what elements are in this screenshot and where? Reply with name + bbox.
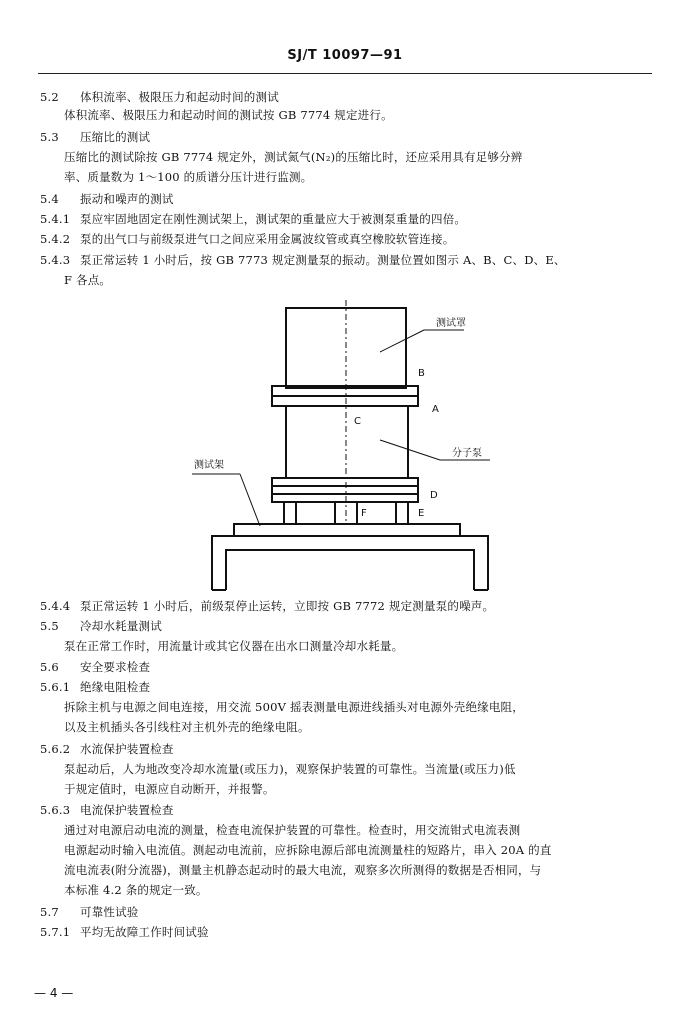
label-test-stand: 测试架 (194, 460, 224, 471)
paragraph-line (64, 698, 652, 716)
point-f: F (361, 508, 367, 519)
page-number: — 4 — (34, 986, 74, 1000)
section-heading (40, 88, 652, 106)
section-title: 电流保护装置检查 (80, 803, 174, 817)
paragraph-line (64, 841, 652, 859)
section-title: 振动和噪声的测试 (80, 192, 174, 206)
section-heading (40, 251, 652, 269)
section-number: 5.3 (40, 130, 59, 144)
section-title: 绝缘电阻检查 (80, 680, 151, 694)
section-title: 压缩比的测试 (80, 130, 151, 144)
section-number: 5.4 (40, 192, 59, 206)
section-title: 安全要求检查 (80, 660, 151, 674)
paragraph-line (64, 861, 652, 879)
line-text: F 各点。 (64, 273, 112, 287)
line-text: 于规定值时，电源应自动断开，并报警。 (64, 782, 275, 796)
point-a: A (432, 404, 439, 415)
standard-number: SJ/T 10097—91 (287, 48, 403, 63)
line-text: 体积流率、极限压力和起动时间的测试按 GB 7774 规定进行。 (64, 108, 393, 122)
section-heading (40, 678, 652, 696)
pump-body-outline (286, 406, 408, 478)
section-number: 5.4.3 (40, 253, 71, 267)
section-number: 5.4.4 (40, 599, 71, 613)
section-title: 泵应牢固地固定在刚性测试架上，测试架的重量应大于被测泵重量的四倍。 (80, 212, 467, 226)
line-text: 本标准 4.2 条的规定一致。 (64, 883, 208, 897)
figure-drawing (194, 300, 500, 600)
section-title: 泵正常运转 1 小时后，按 GB 7773 规定测量泵的振动。测量位置如图示 A、B、C、D、E、 (80, 253, 566, 267)
section-number: 5.2 (40, 90, 59, 104)
pump-test-figure (194, 300, 500, 600)
paragraph-line (64, 637, 652, 655)
section-title: 体积流率、极限压力和起动时间的测试 (80, 90, 279, 104)
line-text: 压缩比的测试除按 GB 7774 规定外，测试氮气(N₂)的压缩比时，还应采用具有足够分辨 (64, 150, 523, 164)
section-number: 5.6.1 (40, 680, 71, 694)
paragraph-line (64, 271, 652, 289)
section-title: 可靠性试验 (80, 905, 139, 919)
section-heading (40, 923, 652, 941)
line-text: 通过对电源启动电流的测量，检查电流保护装置的可靠性。检查时，用交流钳式电流表测 (64, 823, 521, 837)
section-heading (40, 230, 652, 248)
line-text: 率、质量数为 1～100 的质谱分压计进行监测。 (64, 170, 313, 184)
section-number: 5.6 (40, 660, 59, 674)
line-text: 电源起动时输入电流值。测起动电流前，应拆除电源后部电流测量柱的短路片，串入 20A 的直 (64, 843, 552, 857)
section-title: 平均无故障工作时间试验 (80, 925, 209, 939)
line-text: 泵起动后，人为地改变冷却水流量(或压力)，观察保护装置的可靠性。当流量(或压力)低 (64, 762, 516, 776)
line-text: 以及主机插头各引线柱对主机外壳的绝缘电阻。 (64, 720, 310, 734)
section-number: 5.4.2 (40, 232, 71, 246)
paragraph-line (64, 718, 652, 736)
section-number: 5.7.1 (40, 925, 71, 939)
section-number: 5.6.2 (40, 742, 71, 756)
section-title: 冷却水耗量测试 (80, 619, 162, 633)
section-heading (40, 190, 652, 208)
section-heading (40, 903, 652, 921)
section-heading (40, 801, 652, 819)
section-heading (40, 128, 652, 146)
section-title: 泵的出气口与前级泵进气口之间应采用金属波纹管或真空橡胶软管连接。 (80, 232, 455, 246)
paragraph-line (64, 148, 652, 166)
label-molecular-pump: 分子泵 (452, 448, 482, 459)
header-rule (38, 73, 652, 74)
paragraph-line (64, 881, 652, 899)
paragraph-line (64, 780, 652, 798)
section-heading (40, 740, 652, 758)
line-text: 流电流表(附分流器)，测量主机静态起动时的最大电流，观察多次所测得的数据是否相同，与 (64, 863, 542, 877)
paragraph-line (64, 821, 652, 839)
paragraph-line (64, 760, 652, 778)
section-title: 水流保护装置检查 (80, 742, 174, 756)
point-d: D (430, 490, 438, 501)
paragraph-line (64, 168, 652, 186)
section-number: 5.7 (40, 905, 59, 919)
paragraph-line (64, 106, 652, 124)
section-heading (40, 210, 652, 228)
point-c: C (354, 416, 361, 427)
section-number: 5.6.3 (40, 803, 71, 817)
line-text: 拆除主机与电源之间电连接，用交流 500V 摇表测量电源进线插头对电源外壳绝缘电阻， (64, 700, 524, 714)
section-number: 5.5 (40, 619, 59, 633)
point-e: E (418, 508, 425, 519)
section-number: 5.4.1 (40, 212, 71, 226)
section-title: 泵正常运转 1 小时后，前级泵停止运转，立即按 GB 7772 规定测量泵的噪声。 (80, 599, 495, 613)
section-heading (40, 658, 652, 676)
label-test-cover: 测试罩 (436, 318, 466, 329)
section-heading (40, 617, 652, 635)
point-b: B (418, 368, 425, 379)
line-text: 泵在正常工作时，用流量计或其它仪器在出水口测量冷却水耗量。 (64, 639, 404, 653)
